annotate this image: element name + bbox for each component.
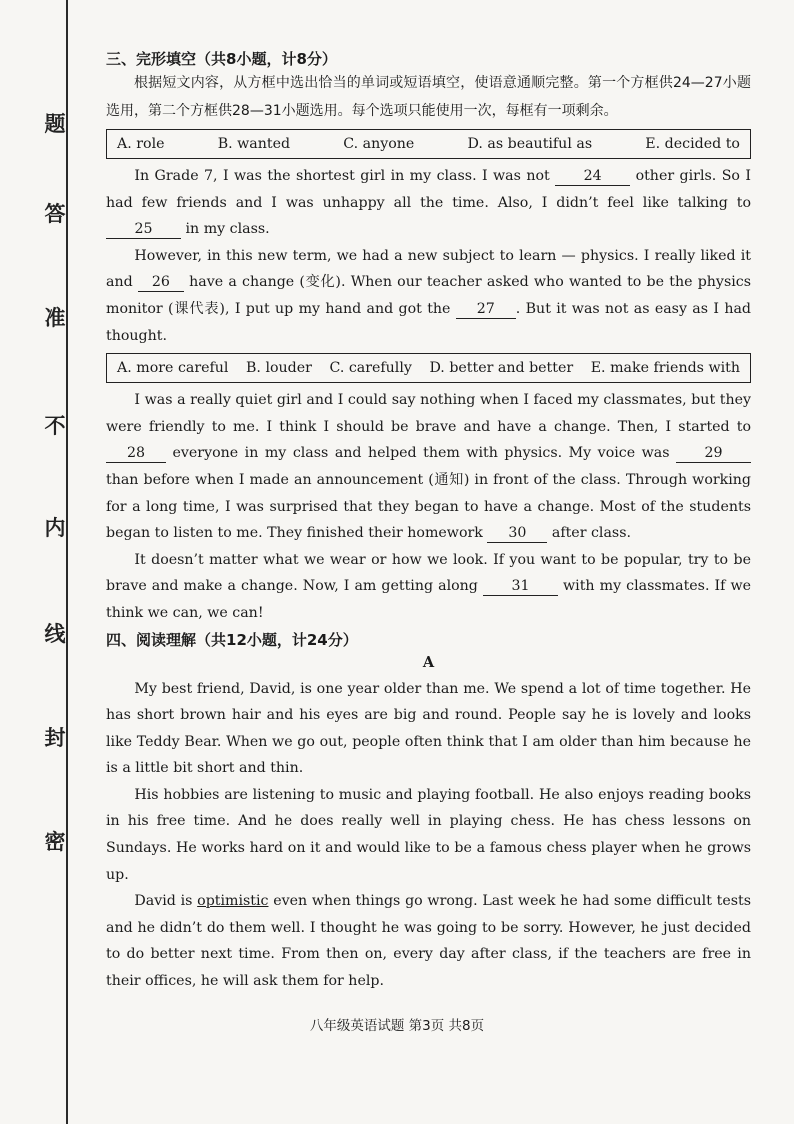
option-box1-b: B. wanted bbox=[217, 136, 291, 152]
option-box-1 bbox=[106, 129, 751, 159]
cloze-paragraph-2: However, in this new term, we had a new subject to learn — physics. I really liked it and 26 have a change (变化). When our teacher asked who wanted to be the physics monitor (课代表), I put up my hand and got the 27 . But it was not as easy as I had thought. bbox=[106, 247, 751, 344]
seal-char: 密 bbox=[44, 830, 66, 854]
exam-page-content bbox=[106, 48, 751, 995]
option-box2-b: B. louder bbox=[246, 360, 312, 377]
option-box1-c: C. anyone bbox=[343, 136, 415, 152]
option-box1-a: A. role bbox=[117, 136, 165, 152]
cloze-paragraph-3: I was a really quiet girl and I could say nothing when I faced my classmates, but they were friendly to me. I think I should be brave and have a change. Then, I started to 28 everyone in my class and helped them with physics. My voice was 29 than before when I made an announcement (通知) in front of the class. Through working for a long time, I was surprised that they began to have a change. Most of the students began to listen to me. They finished their homework 30 after class. bbox=[106, 392, 751, 542]
reading-paragraph-1: My best friend, David, is one year older than me. We spend a lot of time together. He has short brown hair and his eyes are big and round. People say he is lovely and looks like Teddy Bear. When we go out, people often think that I am older than him because he is a little bit short and thin. bbox=[106, 680, 751, 777]
blank-30: 30 bbox=[487, 524, 547, 543]
seal-char: 题 bbox=[44, 112, 66, 136]
option-box2-a: A. more careful bbox=[117, 360, 229, 377]
cloze-paragraph-1: In Grade 7, I was the shortest girl in my class. I was not 24 other girls. So I had few friends and I was unhappy all the time. Also, I didn’t feel like talking to 25 in my class. bbox=[106, 168, 751, 238]
passage-label: A bbox=[422, 653, 435, 671]
seal-char: 线 bbox=[44, 622, 66, 646]
seal-char: 封 bbox=[44, 726, 66, 750]
option-box1-e: E. decided to bbox=[645, 136, 740, 152]
blank-31: 31 bbox=[483, 577, 558, 596]
page-footer: 八年级英语试题 第3页 共8页 bbox=[309, 1018, 485, 1034]
option-box2-e: E. make friends with bbox=[590, 360, 740, 377]
seal-char: 答 bbox=[44, 202, 66, 226]
seal-char: 准 bbox=[44, 306, 66, 330]
section3-title: 三、完形填空（共8小题，计8分） bbox=[106, 50, 337, 68]
blank-25: 25 bbox=[106, 220, 181, 239]
cloze-paragraph-4: It doesn’t matter what we wear or how we look. If you want to be popular, try to be brave and make a change. Now, I am getting along 31 with my classmates. If we think we can, we can! bbox=[106, 551, 751, 621]
option-box2-c: C. carefully bbox=[329, 360, 412, 377]
blank-26: 26 bbox=[138, 273, 184, 292]
blank-29: 29 bbox=[676, 444, 751, 463]
seal-line-characters bbox=[40, 0, 70, 1124]
reading-paragraph-2: His hobbies are listening to music and playing football. He also enjoys reading books in his free time. And he does really well in playing chess. He has chess lessons on Sundays. He works hard on it and would like to be a famous chess player when he grows up. bbox=[106, 786, 751, 883]
option-box-2 bbox=[106, 353, 751, 383]
seal-char: 内 bbox=[44, 516, 66, 540]
option-box1-d: D. as beautiful as bbox=[467, 136, 593, 152]
underlined-word: optimistic bbox=[197, 893, 269, 910]
blank-27: 27 bbox=[456, 300, 516, 319]
blank-28: 28 bbox=[106, 444, 166, 463]
reading-paragraph-3: David is optimistic even when things go wrong. Last week he had some difficult tests and he didn’t do them well. I thought he was going to be sorry. However, he just decided to do better next time. From then on, every day after class, if the teachers are free in their offices, he will ask them for help. bbox=[106, 893, 751, 990]
seal-char: 不 bbox=[44, 414, 66, 438]
section3-instructions: 根据短文内容，从方框中选出恰当的单词或短语填空，使语意通顺完整。第一个方框供24—27小题选用，第二个方框供28—31小题选用。每个选项只能使用一次，每框有一项剩余。 bbox=[106, 75, 751, 119]
option-box2-d: D. better and better bbox=[429, 360, 574, 377]
blank-24: 24 bbox=[555, 167, 630, 186]
section4-title: 四、阅读理解（共12小题，计24分） bbox=[106, 630, 358, 649]
